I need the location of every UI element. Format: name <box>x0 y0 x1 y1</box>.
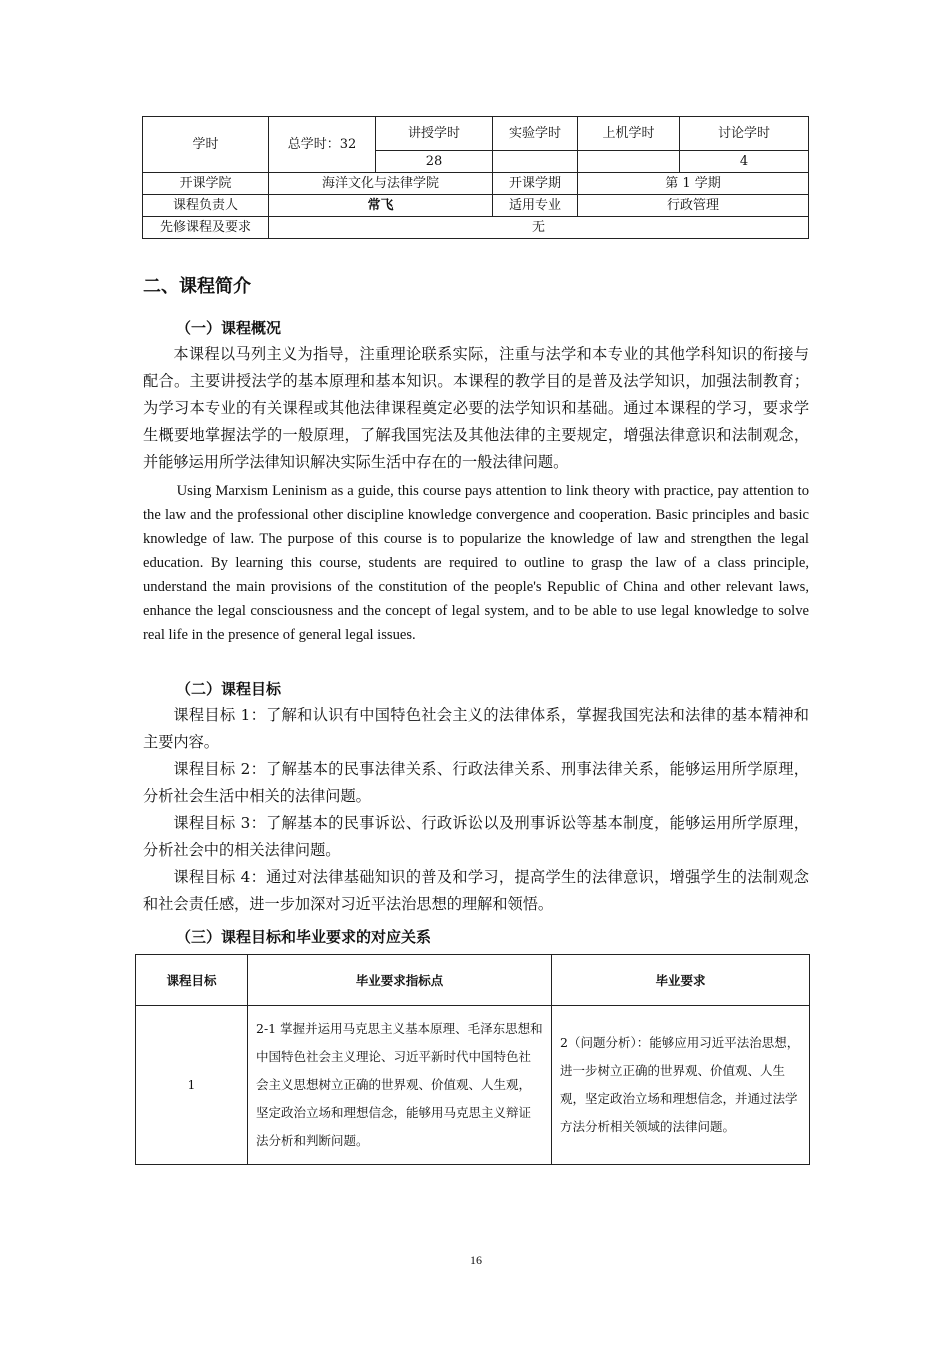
mapping-heading: （三）课程目标和毕业要求的对应关系 <box>176 928 432 946</box>
col-indicator-header: 毕业要求指标点 <box>248 955 552 1006</box>
lab-hours-label: 实验学时 <box>493 117 578 151</box>
objectives-heading: （二）课程目标 <box>176 680 282 698</box>
college-value: 海洋文化与法律学院 <box>269 173 493 195</box>
computer-hours-label: 上机学时 <box>578 117 680 151</box>
lecture-hours-value: 28 <box>376 151 493 173</box>
hours-label: 学时 <box>143 117 269 173</box>
objective-item: 课程目标 2：了解基本的民事法律关系、行政法律关系、刑事法律关系，能够运用所学原理，分析社会生活中相关的法律问题。 <box>143 760 809 805</box>
objective-number: 1 <box>136 1006 248 1165</box>
owner-value: 常飞 <box>269 195 493 217</box>
prereq-label: 先修课程及要求 <box>143 217 269 239</box>
prereq-value: 无 <box>269 217 809 239</box>
overview-cn-paragraph: 本课程以马列主义为指导，注重理论联系实际，注重与法学和本专业的其他学科知识的衔接与配合。主要讲授法学的基本原理和基本知识。本课程的教学目的是普及法学知识，加强法制教育；为学习本专业的有关课程或其他法律课程奠定必要的法学知识和基础。通过本课程的学习，要求学生概要地掌握法学的一般原理，了解我国宪法及其他法律的主要规定，增强法律意识和法制观念，并能够运用所学法律知识解决实际生活中存在的一般法律问题。 <box>143 345 809 471</box>
course-info-table <box>142 116 809 239</box>
lab-hours-value <box>493 151 578 173</box>
requirement-text: 2（问题分析）：能够应用习近平法治思想，进一步树立正确的世界观、价值观、人生观，坚定政治立场和理想信念，并通过法学方法分析相关领域的法律问题。 <box>552 1006 810 1165</box>
major-label: 适用专业 <box>493 195 578 217</box>
computer-hours-value <box>578 151 680 173</box>
page-number: 16 <box>470 1253 482 1267</box>
college-label: 开课学院 <box>143 173 269 195</box>
major-value: 行政管理 <box>578 195 809 217</box>
section-title: 二、课程简介 <box>143 276 251 297</box>
mapping-table <box>135 954 810 1165</box>
overview-en-paragraph: Using Marxism Leninism as a guide, this course pays attention to link theory with practice, pay attention to the law and the professional other discipline knowledge convergence and cooperation. Basic principles and basic knowledge of law. The purpose of this course is to popularize the knowledge of law and strengthen the legal education. By learning this course, students are required to outline to grasp the law of a class principle, understand the main provisions of the constitution of the people's Republic of China and other relevant laws, enhance the legal consciousness and the concept of legal system, and to be able to use legal knowledge to solve real life in the presence of general legal issues. <box>143 483 809 643</box>
col-objective-header: 课程目标 <box>136 955 248 1006</box>
objective-item: 课程目标 3：了解基本的民事诉讼、行政诉讼以及刑事诉讼等基本制度，能够运用所学原理，分析社会中的相关法律问题。 <box>143 814 809 859</box>
objective-item: 课程目标 1：了解和认识有中国特色社会主义的法律体系，掌握我国宪法和法律的基本精神和主要内容。 <box>143 706 809 751</box>
col-requirement-header: 毕业要求 <box>552 955 810 1006</box>
total-hours: 总学时：32 <box>269 117 376 173</box>
owner-label: 课程负责人 <box>143 195 269 217</box>
indicator-text: 2-1 掌握并运用马克思主义基本原理、毛泽东思想和中国特色社会主义理论、习近平新时代中国特色社会主义思想树立正确的世界观、价值观、人生观，坚定政治立场和理想信念，能够用马克思主义辩证法分析和判断问题。 <box>248 1006 552 1165</box>
discussion-hours-label: 讨论学时 <box>680 117 809 151</box>
lecture-hours-label: 讲授学时 <box>376 117 493 151</box>
semester-value: 第 1 学期 <box>578 173 809 195</box>
table-row <box>136 1006 810 1165</box>
semester-label: 开课学期 <box>493 173 578 195</box>
discussion-hours-value: 4 <box>680 151 809 173</box>
overview-heading: （一）课程概况 <box>176 319 282 337</box>
objective-item: 课程目标 4：通过对法律基础知识的普及和学习，提高学生的法律意识，增强学生的法制观念和社会责任感，进一步加深对习近平法治思想的理解和领悟。 <box>143 868 809 913</box>
